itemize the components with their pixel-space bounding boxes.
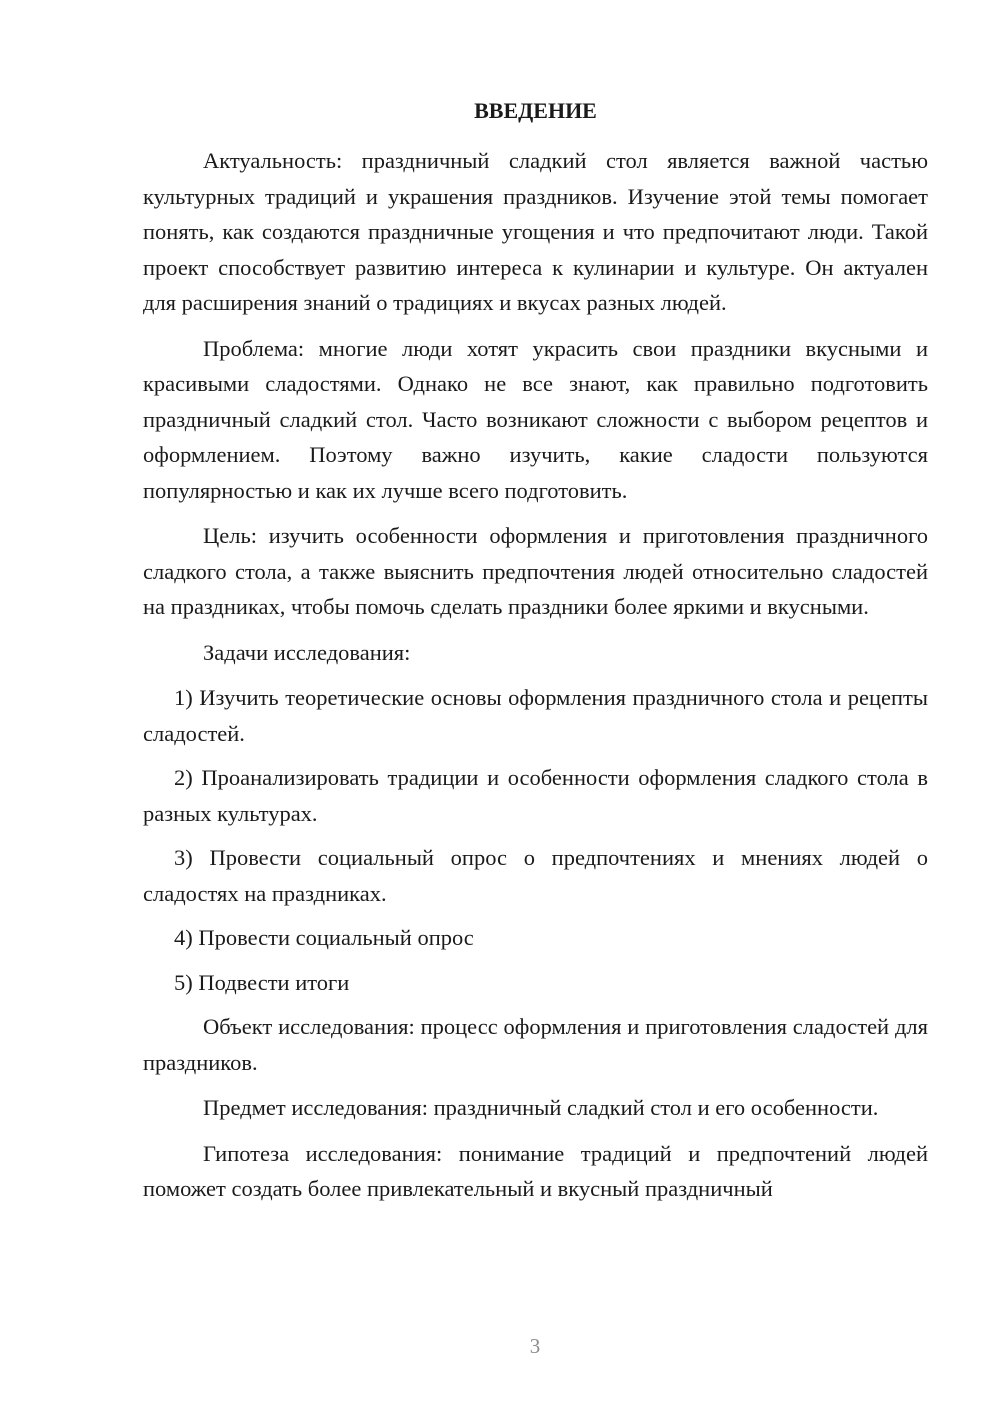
- paragraph-object: Объект исследования: процесс оформления и приготовления сладостей для праздников.: [143, 1014, 928, 1075]
- document-body: [143, 143, 928, 1207]
- task-item-2: 2) Проанализировать традиции и особенности оформления сладкого стола в разных культурах.: [143, 765, 928, 826]
- task-item-3: 3) Провести социальный опрос о предпочтениях и мнениях людей о сладостях на праздниках.: [143, 845, 928, 906]
- paragraph-problem: Проблема: многие люди хотят украсить свои праздники вкусными и красивыми сладостями. Однако не все знают, как правильно подготовить праздничный сладкий стол. Часто возникают сложности с выбором рецептов и оформлением. Поэтому важно изучить, какие сладости пользуются популярностью и как их лучше всего подготовить.: [143, 335, 928, 503]
- tasks-title: Задачи исследования:: [203, 639, 411, 665]
- paragraph-goal: Цель: изучить особенности оформления и приготовления праздничного сладкого стола, а также выяснить предпочтения людей относительно сладостей на праздниках, чтобы помочь сделать праздники более яркими и вкусными.: [143, 523, 928, 619]
- paragraph-subject: Предмет исследования: праздничный сладкий стол и его особенности.: [203, 1095, 879, 1120]
- task-item-4: 4) Провести социальный опрос: [174, 925, 474, 950]
- section-heading: ВВЕДЕНИЕ: [474, 98, 597, 123]
- task-item-1: 1) Изучить теоретические основы оформления праздничного стола и рецепты сладостей.: [143, 685, 928, 746]
- paragraph-hypothesis: Гипотеза исследования: понимание традиций и предпочтений людей поможет создать более привлекательный и вкусный праздничный: [143, 1140, 928, 1201]
- page-number: 3: [529, 1334, 541, 1358]
- paragraph-relevance: Актуальность: праздничный сладкий стол является важной частью культурных традиций и украшения праздников. Изучение этой темы помогает понять, как создаются праздничные угощения и что предпочитают люди. Такой проект способствует развитию интереса к кулинарии и культуре. Он актуален для расширения знаний о традициях и вкусах разных людей.: [143, 148, 928, 315]
- task-item-5: 5) Подвести итоги: [174, 969, 350, 995]
